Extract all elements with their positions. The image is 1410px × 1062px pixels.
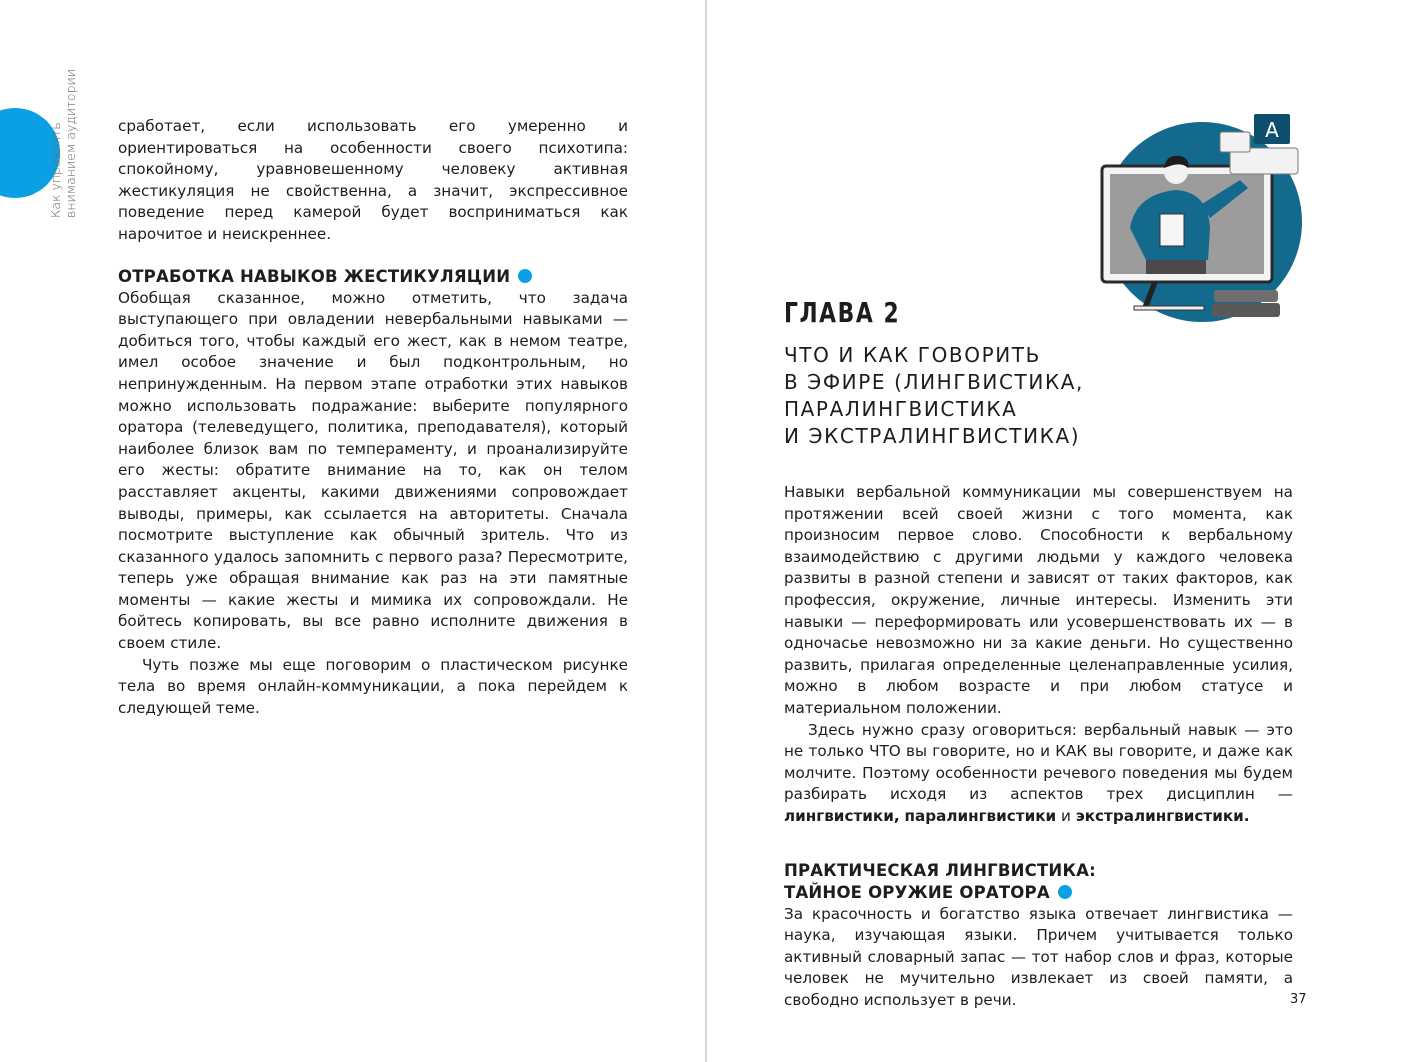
paragraph: сработает, если использовать его умеренно и ориентироваться на особенности своего психотипа: спокойному, уравновешенному человеку активная жестикуляция не свойственна, а значит, экспрессивное поведение перед камерой будет восприниматься как нарочитое и неискреннее.	[118, 117, 628, 243]
bold-term: лингвистики,	[784, 806, 900, 825]
chapter-title-line: И ЭКСТРАЛИНГВИСТИКА)	[784, 424, 1081, 448]
right-text-column	[784, 482, 1293, 1011]
book-top	[1214, 290, 1278, 302]
bullet-dot-icon	[518, 269, 532, 283]
chapter-title	[784, 342, 1084, 450]
bold-term: экстралингвистики.	[1075, 806, 1250, 825]
monitor-base	[1134, 306, 1204, 310]
section-heading	[118, 266, 628, 288]
person-legs	[1146, 258, 1206, 274]
section-heading	[784, 860, 1293, 904]
paragraph	[784, 720, 1293, 828]
running-head-line-2: вниманием аудитории	[63, 69, 78, 218]
book-bottom	[1212, 303, 1280, 317]
section-heading-line-2-wrap	[784, 882, 1293, 904]
paragraph-text: Здесь нужно сразу оговориться: вербальный навык — это не только ЧТО вы говорите, но и КАК вы говорите, и даже как молчите. Поэтому особенности речевого поведения мы будем разбирать исходя из аспектов трех дисциплин —	[784, 720, 1293, 804]
section-heading-text: ОТРАБОТКА НАВЫКОВ ЖЕСТИКУЛЯЦИИ	[118, 266, 511, 286]
paragraph: Навыки вербальной коммуникации мы совершенствуем на протяжении всей своей жизни с того момента, как произносим первое слово. Способности к вербальному взаимодействию с другими людьми у каждого человека развиты в разной степени и зависят от таких факторов, как профессия, окружение, личные интересы. Изменить эти навыки — переформировать или усовершенствовать их — в одночасье невозможно ни за какие деньги. Но существенно развить, прилагая определенные целенаправленные усилия, можно в любом возрасте и при любом статусе и материальном положении.	[784, 483, 1293, 717]
bold-term: паралингвистики	[904, 806, 1057, 825]
paragraph: За красочность и богатство языка отвечает лингвистика — наука, изучающая языки. Причем учитывается только активный словарный запас — тот набор слов и фраз, которые человек не мучительно извлекает из своей памяти, а свободно использует в речи.	[784, 904, 1293, 1009]
chapter-title-line: ЧТО И КАК ГОВОРИТЬ	[784, 343, 1041, 367]
chapter-illustration	[1090, 110, 1310, 325]
chapter-title-line: ПАРАЛИНГВИСТИКА	[784, 397, 1018, 421]
chapter-label: ГЛАВА 2	[784, 296, 901, 329]
running-head-line-1: Как управлять	[48, 122, 63, 218]
letter-bubble-text: A	[1265, 118, 1279, 142]
page-number: 37	[1290, 992, 1307, 1007]
section-heading-line-1: ПРАКТИЧЕСКАЯ ЛИНГВИСТИКА:	[784, 860, 1096, 880]
chapter-title-line: В ЭФИРЕ (ЛИНГВИСТИКА,	[784, 370, 1084, 394]
left-text-column	[118, 116, 628, 719]
speech-bubble-small	[1220, 132, 1250, 152]
conjunction: и	[1056, 806, 1076, 825]
paragraph: Обобщая сказанное, можно отметить, что задача выступающего при овладении невербальными навыками — добиться того, чтобы каждый его жест, как в немом театре, имел особое значение и был подконтрольным, но непринужденным. На первом этапе отработки этих навыков можно использовать подражание: выберите популярного оратора (телеведущего, политика, преподавателя), который наиболее близок вам по темпераменту, и проанализируйте его жесты: обратите внимание на то, как он телом расставляет акценты, какими движениями сопровождает выводы, примеры, как ссылается на авторитеты. Сначала посмотрите выступление как обычный зритель. Что из сказанного удалось запомнить с первого раза? Пересмотрите, теперь уже обращая внимание как раз на эти памятные моменты — какие жесты и мимика их сопровождали. Не бойтесь копировать, вы все равно исполните движения в своем стиле.	[118, 288, 628, 653]
running-head	[48, 69, 78, 218]
bullet-dot-icon	[1058, 885, 1072, 899]
paragraph: Чуть позже мы еще поговорим о пластическом рисунке тела во время онлайн-коммуникации, а пока перейдем к следующей теме.	[118, 655, 628, 717]
clipboard-icon	[1160, 214, 1184, 246]
section-heading-line-2: ТАЙНОЕ ОРУЖИЕ ОРАТОРА	[784, 882, 1050, 902]
